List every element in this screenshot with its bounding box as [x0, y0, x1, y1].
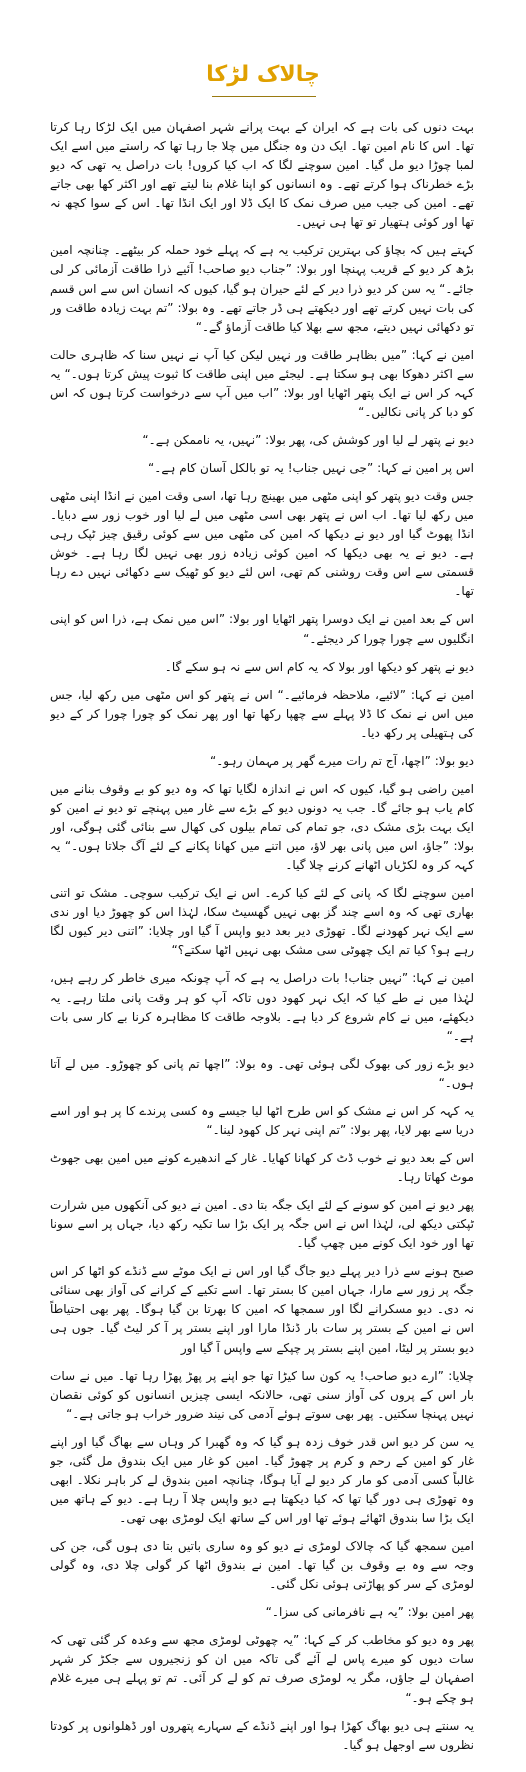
- story-paragraph: امین نے کہا: ”لائیے، ملاحظہ فرمائیے۔“ اس نے پتھر کو اس مٹھی میں رکھ لیا، جس میں اس نے نمک کا ڈلا پہلے سے چھپا رکھا تھا اور پھر نمک کو چورا چورا کر کے دیو کی ہتھیلی پر رکھ دیا۔: [50, 687, 474, 740]
- story-paragraph: دیو بڑے زور کی بھوک لگی ہوئی تھی۔ وہ بولا: ”اچھا تم پانی کو چھوڑو۔ میں لے آتا ہوں۔“: [50, 1056, 474, 1090]
- story-paragraph: بہت دنوں کی بات ہے کہ ایران کے بہت پرانے شہر اصفہان میں ایک لڑکا رہا کرتا تھا۔ اس کا نام امین تھا۔ ایک دن وہ جنگل میں چلا جا رہا تھا کہ راستے میں اسے ایک لمبا چوڑا دیو مل گیا۔ امین سوچنے لگا کہ اب کیا کروں! بات دراصل یہ تھی کہ دیو بڑے خطرناک ہوا کرتے تھے۔ وہ انسانوں کو اپنا غلام بنا لیتے تھے اور اکثر کھا بھی جاتے تھے۔ امین کی جیب میں صرف نمک کا ایک ڈلا اور ایک انڈا تھا۔ اس کے سوا کچھ نہ تھا اور کوئی ہتھیار تو تھا ہی نہیں۔: [50, 120, 474, 230]
- title-underline: [212, 96, 316, 97]
- story-paragraph: امین سوچنے لگا کہ پانی کے لئے کیا کرے۔ اس نے ایک ترکیب سوچی۔ مشک تو اتنی بھاری تھی کہ وہ اسے چند گز بھی نہیں گھسیٹ سکا، لہٰذا اس کو چھوڑ دیا اور ندی سے ایک نہر کھودنے لگا۔ تھوڑی دیر بعد دیو واپس آ گیا اور چلایا: ”اتنی دیر کیوں لگا رہے ہو؟ کیا تم ایک چھوٹی سی مشک بھی نہیں اٹھا سکتے؟“: [50, 886, 474, 958]
- story-paragraph: کہتے ہیں کہ بچاؤ کی بہترین ترکیب یہ ہے کہ پہلے خود حملہ کر بیٹھے۔ چنانچہ امین بڑھ کر دیو کے قریب پہنچا اور بولا: ”جناب دیو صاحب! آئیے ذرا طاقت آزمائی کر لی جائے۔“ یہ سن کر دیو ذرا دیر کے لئے حیران ہو گیا، کیوں کہ انسان اس سے اس قسم کی بات نہیں کرتے تھے اور دیکھتے ہی ڈر جاتے تھے۔ وہ بولا: ”تم بہت زیادہ طاقت ور تو دکھائی نہیں دیتے، مجھ سے بھلا کیا طاقت آزماؤ گے۔“: [50, 243, 474, 334]
- story-paragraph: امین راضی ہو گیا، کیوں کہ اس نے اندازہ لگایا تھا کہ وہ دیو کو بے وقوف بنانے میں کام یاب ہو جائے گا۔ جب یہ دونوں دیو کے بڑے سے غار میں پہنچے تو دیو نے امین کو ایک بہت بڑی مشک دی، جو تمام کی تمام بیلوں کی کھال سے بنائی گئی ہوگی، اور بولا: ”جاؤ، اس میں پانی بھر لاؤ، میں اتنے میں کھانا پکانے کے لئے آگ جلاتا ہوں۔“ یہ کہہ کر وہ لکڑیاں اٹھانے کرنے چلا گیا۔: [50, 781, 474, 873]
- story-title: چالاک لڑکا: [206, 62, 320, 87]
- story-paragraph: امین سمجھ گیا کہ چالاک لومڑی نے دیو کو وہ ساری باتیں بتا دی ہوں گی، جن کی وجہ سے وہ بے وقوف بن گیا تھا۔ امین نے بندوق اٹھا کر گولی چلا دی، وہ گولی لومڑی کے سر کو پھاڑتی ہوئی نکل گئی۔: [50, 1539, 474, 1592]
- story-paragraph: امین نے کہا: ”نہیں جناب! بات دراصل یہ ہے کہ آپ چونکہ میری خاطر کر رہے ہیں، لہٰذا میں نے طے کیا کہ ایک نہر کھود دوں تاکہ آپ کو ہر وقت پانی ملتا رہے۔ یہ دیکھئے، میں نے کام شروع کر دیا ہے۔ بلاوجہ طاقت کا مظاہرہ کرنا بے کار سی بات ہے۔“: [50, 971, 474, 1043]
- story-paragraph: یہ سنتے ہی دیو بھاگ کھڑا ہوا اور اپنے ڈنڈے کے سہارے پتھروں اور ڈھلوانوں پر کودتا نظروں سے اوجھل ہو گیا۔: [50, 1718, 474, 1752]
- story-paragraph: دیو نے پتھر لے لیا اور کوشش کی، پھر بولا: ”نہیں، یہ ناممکن ہے۔“: [142, 432, 474, 447]
- story-paragraph: دیو بولا: ”اچھا، آج تم رات میرے گھر پر مہمان رہو۔“: [209, 753, 474, 768]
- story-paragraph: پھر وہ دیو کو مخاطب کر کے کہا: ”یہ چھوٹی لومڑی مجھ سے وعدہ کر گئی تھی کہ سات دیوں کو میرے پاس لے آئے گی تاکہ میں ان کو زنجیروں سے جکڑ کر شہر اصفہان لے جاؤں، مگر یہ لومڑی صرف تم کو لے کر آئی۔ تم تو پہلے ہی میرے غلام ہو چکے ہو۔“: [50, 1633, 474, 1705]
- story-paragraph: یہ سن کر دیو اس قدر خوف زدہ ہو گیا کہ وہ گھبرا کر وہاں سے بھاگ گیا اور اپنے غار کو امین کے رحم و کرم پر چھوڑ گیا۔ امین کو غار میں ایک بندوق مل گئی، جو غالباً کسی آدمی کو مار کر دیو لے آیا ہوگا، چنانچہ امین بندوق لے کر باہر نکلا۔ ابھی وہ تھوڑی ہی دور گیا تھا کہ کیا دیکھتا ہے دیو واپس چلا آ رہا ہے۔ دیو کے ہاتھ میں ایک بڑا سا بندوق اٹھائے ہوئے تھا اور اس کے ساتھ ایک لومڑی بھی تھی۔: [50, 1434, 474, 1525]
- story-paragraph: اس پر امین نے کہا: ”جی نہیں جناب! یہ تو بالکل آسان کام ہے۔“: [148, 461, 474, 475]
- story-paragraph: اس کے بعد دیو نے خوب ڈٹ کر کھانا کھایا۔ غار کے اندھیرے کونے میں امین بھی جھوٹ موٹ کھاتا رہا۔: [50, 1150, 474, 1184]
- story-paragraph: اس کے بعد امین نے ایک دوسرا پتھر اٹھایا اور بولا: ”اس میں نمک ہے، ذرا اس کو اپنی انگلیوں سے چورا چورا کر دیجئے۔“: [50, 612, 474, 646]
- story-body: [50, 118, 474, 1764]
- story-paragraph: یہ کہہ کر اس نے مشک کو اس طرح اٹھا لیا جیسے وہ کسی پرندے کا پر ہو اور اسے دریا سے بھر لایا، پھر بولا: ”تم اپنی نہر کل کھود لینا۔“: [50, 1103, 474, 1137]
- story-paragraph: چلایا: ”ارے دیو صاحب! یہ کون سا کیڑا تھا جو اپنے پر پھڑ پھڑا رہا تھا۔ میں نے سات بار اس کے پروں کی آواز سنی تھی، حالانکہ ایسی چیزیں انسانوں کو کوئی نقصان نہیں پہنچا سکتیں۔ پھر بھی سوتے ہوئے آدمی کی نیند ضرور خراب ہو جاتی ہے۔“: [50, 1368, 474, 1421]
- story-paragraph: جس وقت دیو پتھر کو اپنی مٹھی میں بھینچ رہا تھا، اسی وقت امین نے انڈا اپنی مٹھی میں رکھ لیا تھا۔ اب اس نے پتھر بھی اسی مٹھی میں لے لیا اور خوب زور سے دبایا۔ انڈا پھوٹ گیا اور دیو نے دیکھا کہ امین کی مٹھی میں سے کوئی رقیق چیز ٹپک رہی ہے۔ دیو نے یہ بھی دیکھا کہ امین کوئی زیادہ زور بھی نہیں لگا رہا ہے۔ خوش قسمتی سے اس وقت روشنی کم تھی، اس لئے دیو کو ٹھیک سے دکھائی نہیں دے رہا تھا۔: [50, 489, 474, 599]
- story-paragraph: پھر امین بولا: ”یہ ہے نافرمانی کی سزا۔“: [265, 1605, 474, 1620]
- story-paragraph: امین نے کہا: ”میں بظاہر طاقت ور نہیں لیکن کیا آپ نے نہیں سنا کہ ظاہری حالت سے اکثر دھوکا بھی ہو سکتا ہے۔ لیجئے میں اپنی طاقت کا ثبوت پیش کرتا ہوں۔“ یہ کہہ کر اس نے ایک پتھر اٹھایا اور بولا: ”اب میں آپ سے درخواست کرتا ہوں کہ اس کو دبا کر پانی نکالیں۔“: [50, 347, 474, 419]
- story-paragraph: دیو نے پتھر کو دیکھا اور بولا کہ یہ کام اس سے نہ ہو سکے گا۔: [164, 659, 474, 674]
- story-paragraph: صبح ہونے سے ذرا دیر پہلے دیو جاگ گیا اور اس نے ایک موٹے سے ڈنڈے کو اٹھا کر اس جگہ پر زور سے مارا، جہاں امین کا بستر تھا۔ اسے تکیے کے کرانے کی آواز بھی سنائی نہ دی۔ دیو مسکرانے لگا اور سمجھا کہ امین کا بھرتا بن گیا ہوگا۔ پھر بھی احتیاطاً اس نے امین کے بستر پر سات بار ڈنڈا مارا اور اپنے بستر پر آ کر لیٹ گیا۔ جوں ہی دیو بستر پر لیٹا، امین اپنے بستر پر چپکے سے واپس آ گیا اور: [50, 1264, 474, 1355]
- story-paragraph: پھر دیو نے امین کو سونے کے لئے ایک جگہ بتا دی۔ امین نے دیو کی آنکھوں میں شرارت ٹپکتی دیکھ لی، لہٰذا اس نے اس جگہ پر ایک بڑا سا تکیہ رکھ دیا، جہاں پر اسے سونا تھا اور خود ایک کونے میں چھپ گیا۔: [50, 1198, 474, 1251]
